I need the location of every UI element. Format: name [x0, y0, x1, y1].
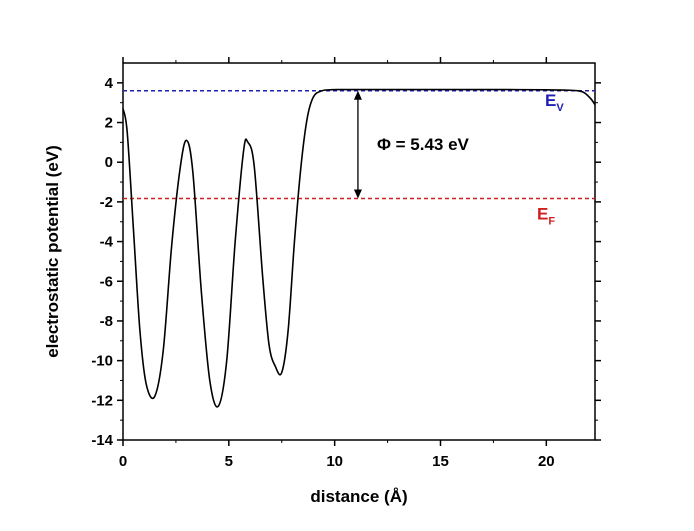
phi-annotation: Φ = 5.43 eV — [376, 135, 469, 154]
x-tick-label: 10 — [326, 453, 344, 470]
y-tick-label: 0 — [104, 154, 113, 172]
phi-arrow-head-top — [354, 91, 362, 100]
y-tick-label: 4 — [104, 74, 113, 92]
series-line-0 — [123, 90, 595, 407]
x-tick-label: 15 — [432, 453, 449, 470]
y-tick-label: -8 — [99, 312, 113, 330]
axes — [91, 57, 601, 470]
ref-label-ev: $E_V$ — [545, 90, 564, 114]
y-tick-label: 2 — [104, 114, 113, 132]
y-tick-label: -6 — [99, 273, 113, 291]
phi-arrow-head-bottom — [354, 190, 362, 199]
y-axis-label: electrostatic potential (eV) — [43, 145, 62, 358]
y-tick-label: -14 — [91, 432, 113, 449]
y-tick-label: -10 — [91, 352, 113, 370]
y-tick-label: -2 — [99, 193, 113, 211]
x-tick-label: 0 — [118, 453, 128, 470]
ref-label-ef: $E_F$ — [537, 204, 556, 228]
plot-frame — [123, 63, 595, 440]
x-tick-label: 20 — [537, 453, 555, 470]
y-tick-label: -4 — [99, 233, 113, 251]
reference-lines — [123, 91, 595, 228]
x-axis-label: distance (Å) — [310, 487, 408, 506]
x-tick-label: 5 — [224, 453, 234, 470]
y-tick-label: -12 — [91, 392, 113, 410]
annotations — [354, 91, 470, 199]
series — [123, 90, 595, 407]
